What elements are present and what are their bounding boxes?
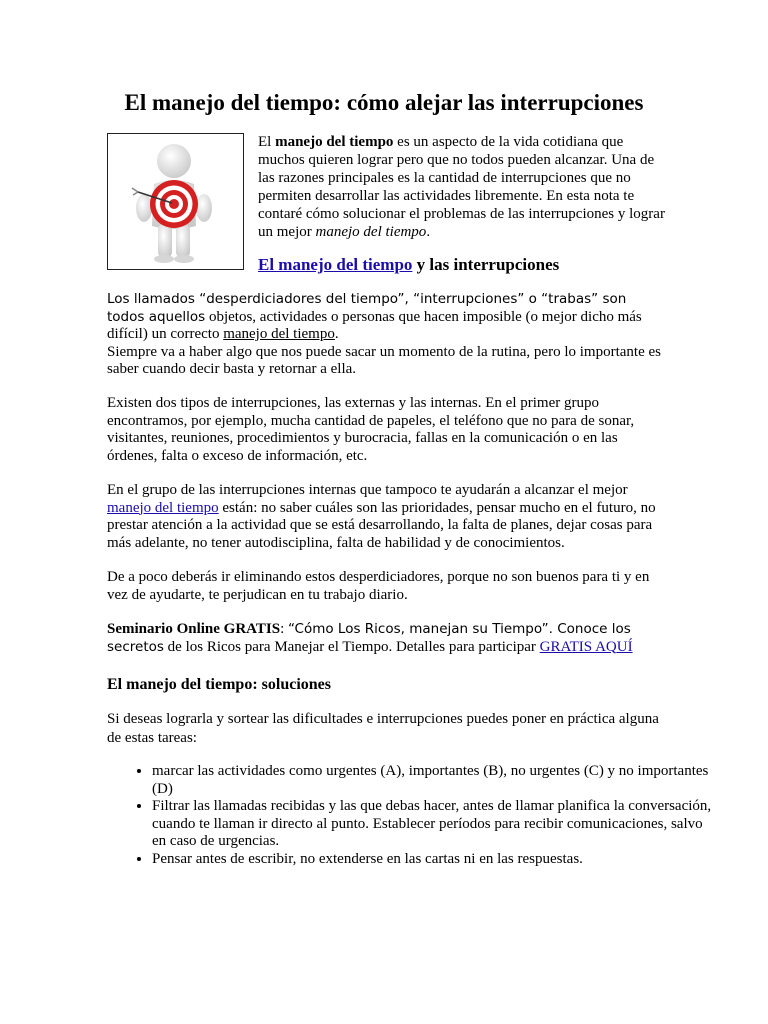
gratis-link[interactable]: GRATIS AQUÍ	[539, 638, 633, 655]
page-title: El manejo del tiempo: cómo alejar las interrupciones	[124, 90, 644, 115]
paragraph-eliminate: De a poco deberás ir eliminando estos desperdiciadores, porque no son buenos para ti y en vez de ayudarte, te perjudican en tu trabajo diario.	[107, 569, 650, 603]
section-heading-interruptions: El manejo del tiempo y las interrupciones	[258, 255, 560, 274]
section-heading-solutions: El manejo del tiempo: soluciones	[107, 676, 331, 693]
paragraph-solutions-intro: Si deseas lograrla y sortear las dificultades e interrupciones puedes poner en práctica alguna de estas tareas:	[107, 711, 659, 746]
person-holding-target-icon	[107, 133, 244, 270]
paragraph-types: Existen dos tipos de interrupciones, las externas y las internas. En el primer grupo encontramos, por ejemplo, mucha cantidad de papeles, el teléfono que no para de sonar, visitantes, reuniones, procedimientos y burocracia, fallas en la comunicación o en las órdenes, falta o exceso de información, etc.	[107, 395, 635, 464]
paragraph-time-wasters: Los llamados “desperdiciadores del tiempo”, “interrupciones” o “trabas” son todos aquellos objetos, actividades o personas que hacen imposible (o mejor dicho más difícil) un correcto manejo del tiempo. Siempre va a haber algo que nos puede sacar un momento de la rutina, pero lo importante es saber cuando decir basta y retornar a ella.	[107, 291, 661, 377]
seminar-label: Seminario Online GRATIS	[107, 621, 281, 637]
intro-paragraph: El manejo del tiempo es un aspecto de la vida cotidiana que muchos quieren lograr pero que no todos pueden alcanzar. Una de las razones principales es la cantidad de interrupciones que no permiten desarrollar las actividades libremente. En esta nota te contaré cómo solucionar el problemas de las interrupciones y lograr un mejor manejo del tiempo.	[258, 134, 665, 240]
list-item: • Pensar antes de escribir, no extenderse en las cartas ni en las respuestas.	[152, 851, 712, 869]
paragraph-seminar: Seminario Online GRATIS: “Cómo Los Ricos, manejan su Tiempo”. Conoce los secretos de los Ricos para Manejar el Tiempo. Detalles para participar GRATIS AQUÍ	[107, 621, 633, 655]
inline-link[interactable]: manejo del tiempo	[107, 499, 219, 516]
list-item: • marcar las actividades como urgentes (A), importantes (B), no urgentes (C) y no importantes (D)	[152, 763, 712, 798]
task-list	[107, 763, 712, 868]
paragraph-internal: En el grupo de las interrupciones internas que tampoco te ayudarán a alcanzar el mejor manejo del tiempo están: no saber cuáles son las prioridades, pensar mucho en el futuro, no prestar atención a la actividad que se está desarrollando, la falta de planes, dejar cosas para más adelante, no tener autodisciplina, falta de habilidad y de conocimientos.	[107, 482, 656, 551]
heading-link[interactable]: El manejo del tiempo	[258, 255, 413, 274]
italic-term: manejo del tiempo	[315, 224, 427, 240]
inline-link[interactable]: manejo del tiempo	[223, 326, 335, 342]
bold-term: manejo del tiempo	[275, 134, 394, 150]
list-item: • Filtrar las llamadas recibidas y las que debas hacer, antes de llamar planifica la conversación, cuando te llaman ir directo al punto. Establecer períodos para recibir comunicaciones, salvo en caso de urgencias.	[152, 798, 712, 851]
